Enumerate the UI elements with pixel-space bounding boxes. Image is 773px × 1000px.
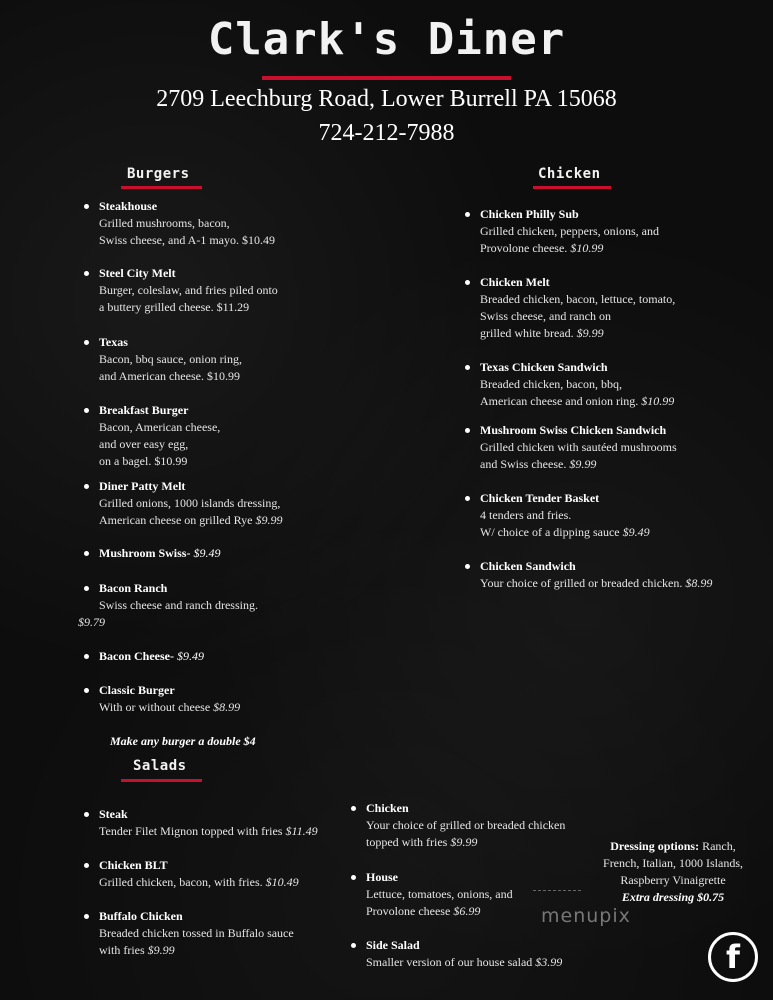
item-name: Mushroom Swiss Chicken Sandwich	[480, 422, 677, 439]
dressing-options	[583, 838, 763, 906]
item-desc: Grilled chicken with sautéed mushrooms	[480, 440, 677, 454]
item-desc	[99, 699, 240, 716]
item-name: Steakhouse	[99, 198, 275, 215]
item-price: $9.49	[193, 546, 221, 560]
item-price: $10.99	[641, 394, 675, 408]
item-price: $9.49	[177, 649, 204, 663]
item-desc-text: Grilled chicken, bacon, with fries.	[99, 875, 263, 889]
item-desc: a buttery grilled cheese. $11.29	[99, 300, 250, 314]
item-desc-text: W/ choice of a dipping sauce	[480, 525, 620, 539]
item-name: Chicken BLT	[99, 857, 299, 874]
restaurant-title: Clark's Diner	[207, 14, 566, 65]
item-desc-text: Provolone cheese	[366, 904, 451, 918]
list-item	[99, 478, 282, 529]
list-item	[99, 806, 318, 840]
dressing-line: French, Italian, 1000 Islands,	[603, 856, 743, 870]
item-price: $3.99	[535, 955, 563, 969]
item-desc-text: Tender Filet Mignon topped with fries	[99, 824, 283, 838]
burgers-underline	[121, 186, 202, 189]
salads-heading: Salads	[133, 758, 187, 774]
item-desc-text: and Swiss cheese.	[480, 457, 567, 471]
item-desc: Breaded chicken, bacon, bbq,	[480, 377, 622, 391]
dressing-line	[583, 838, 763, 855]
list-item	[480, 558, 712, 592]
item-desc	[480, 325, 675, 342]
item-desc-text: American cheese on grilled Rye	[99, 513, 253, 527]
item-desc: Swiss cheese and ranch dressing.	[99, 598, 258, 612]
burgers-heading: Burgers	[127, 166, 190, 182]
item-desc: Grilled onions, 1000 islands dressing,	[99, 496, 281, 510]
watermark: menupix	[541, 905, 631, 927]
item-desc	[99, 512, 282, 529]
list-item	[99, 580, 258, 614]
item-desc-text: American cheese and onion ring.	[480, 394, 639, 408]
item-price: $9.99	[255, 513, 283, 527]
item-name: Texas	[99, 334, 242, 351]
list-item	[99, 334, 242, 385]
item-price: $9.49	[622, 525, 650, 539]
item-name	[99, 545, 220, 562]
list-item	[99, 402, 220, 470]
dressing-line: Raspberry Vinaigrette	[620, 873, 726, 887]
item-desc: and American cheese. $10.99	[99, 369, 240, 383]
list-item	[99, 265, 278, 316]
item-name: Chicken Tender Basket	[480, 490, 650, 507]
salads-underline	[121, 779, 202, 782]
item-desc	[480, 575, 712, 592]
item-desc-text: grilled white bread.	[480, 326, 574, 340]
item-desc: Swiss cheese, and A-1 mayo. $10.49	[99, 233, 275, 247]
watermark-line	[533, 890, 581, 891]
chicken-underline	[533, 186, 611, 189]
list-item	[99, 857, 299, 891]
item-price: $8.99	[685, 576, 713, 590]
item-price: $9.99	[569, 457, 597, 471]
phone: 724-212-7988	[318, 120, 455, 146]
item-desc-text: Smaller version of our house salad	[366, 955, 533, 969]
item-desc: Burger, coleslaw, and fries piled onto	[99, 283, 278, 297]
item-desc-text: topped with fries	[366, 835, 448, 849]
item-name: Diner Patty Melt	[99, 478, 282, 495]
item-desc	[480, 393, 674, 410]
item-price: $11.49	[285, 824, 318, 838]
list-item	[99, 198, 275, 249]
item-desc: 4 tenders and fries.	[480, 508, 572, 522]
item-desc: Grilled mushrooms, bacon,	[99, 216, 230, 230]
item-name: Buffalo Chicken	[99, 908, 294, 925]
list-item	[480, 206, 659, 257]
title-underline	[262, 76, 511, 80]
item-name-text: Mushroom Swiss-	[99, 546, 191, 560]
item-desc: Swiss cheese, and ranch on	[480, 309, 611, 323]
item-price: $6.99	[453, 904, 481, 918]
item-price: $9.99	[576, 326, 604, 340]
item-price: $9.99	[450, 835, 478, 849]
item-desc	[480, 240, 659, 257]
item-desc: and over easy egg,	[99, 437, 189, 451]
list-item	[366, 869, 513, 920]
item-name: House	[366, 869, 513, 886]
item-desc: Bacon, bbq sauce, onion ring,	[99, 352, 242, 366]
item-name: Chicken Philly Sub	[480, 206, 659, 223]
item-desc	[99, 823, 318, 840]
item-name: Chicken Melt	[480, 274, 675, 291]
address: 2709 Leechburg Road, Lower Burrell PA 15068	[156, 86, 617, 112]
item-price: $10.49	[265, 875, 299, 889]
item-name: Steak	[99, 806, 318, 823]
item-price: $9.79	[78, 615, 105, 629]
dressing-label: Dressing options:	[610, 839, 700, 853]
item-desc: Grilled chicken, peppers, onions, and	[480, 224, 659, 238]
list-item	[366, 800, 565, 851]
item-name: Chicken	[366, 800, 565, 817]
list-item	[480, 422, 677, 473]
item-price: $10.99	[570, 241, 604, 255]
item-price: $9.99	[147, 943, 175, 957]
item-desc: on a bagel. $10.99	[99, 454, 188, 468]
item-desc-text: With or without cheese	[99, 700, 211, 714]
item-desc	[480, 456, 677, 473]
list-item	[99, 545, 220, 562]
item-name-text: Bacon Cheese-	[99, 649, 174, 663]
double-note: Make any burger a double $4	[110, 734, 256, 748]
item-desc: Bacon, American cheese,	[99, 420, 221, 434]
item-price: $8.99	[213, 700, 241, 714]
chicken-heading: Chicken	[538, 166, 601, 182]
list-item	[480, 274, 675, 342]
dressing-first: Ranch,	[702, 839, 736, 853]
list-item	[366, 937, 562, 971]
item-name: Breakfast Burger	[99, 402, 220, 419]
item-name: Steel City Melt	[99, 265, 278, 282]
item-desc	[366, 903, 513, 920]
item-name: Chicken Sandwich	[480, 558, 712, 575]
facebook-icon[interactable]: f	[708, 932, 758, 982]
item-desc	[99, 874, 299, 891]
item-desc-text: with fries	[99, 943, 145, 957]
item-desc-text: Provolone cheese.	[480, 241, 568, 255]
list-item	[99, 908, 294, 959]
item-desc: Breaded chicken tossed in Buffalo sauce	[99, 926, 294, 940]
list-item	[480, 490, 650, 541]
item-name: Texas Chicken Sandwich	[480, 359, 674, 376]
item-desc	[366, 954, 562, 971]
extra-dressing: Extra dressing $0.75	[621, 890, 725, 904]
item-name: Classic Burger	[99, 682, 240, 699]
list-item	[480, 359, 674, 410]
item-desc	[366, 834, 565, 851]
item-desc	[99, 942, 294, 959]
item-name	[99, 648, 204, 665]
list-item	[99, 648, 204, 665]
item-name: Side Salad	[366, 937, 562, 954]
item-name: Bacon Ranch	[99, 580, 258, 597]
item-desc: Lettuce, tomatoes, onions, and	[366, 887, 513, 901]
item-desc: Your choice of grilled or breaded chicken	[366, 818, 566, 832]
item-desc	[480, 524, 650, 541]
item-desc: Breaded chicken, bacon, lettuce, tomato,	[480, 292, 676, 306]
list-item	[99, 682, 240, 716]
item-desc-text: Your choice of grilled or breaded chicken.	[480, 576, 683, 590]
